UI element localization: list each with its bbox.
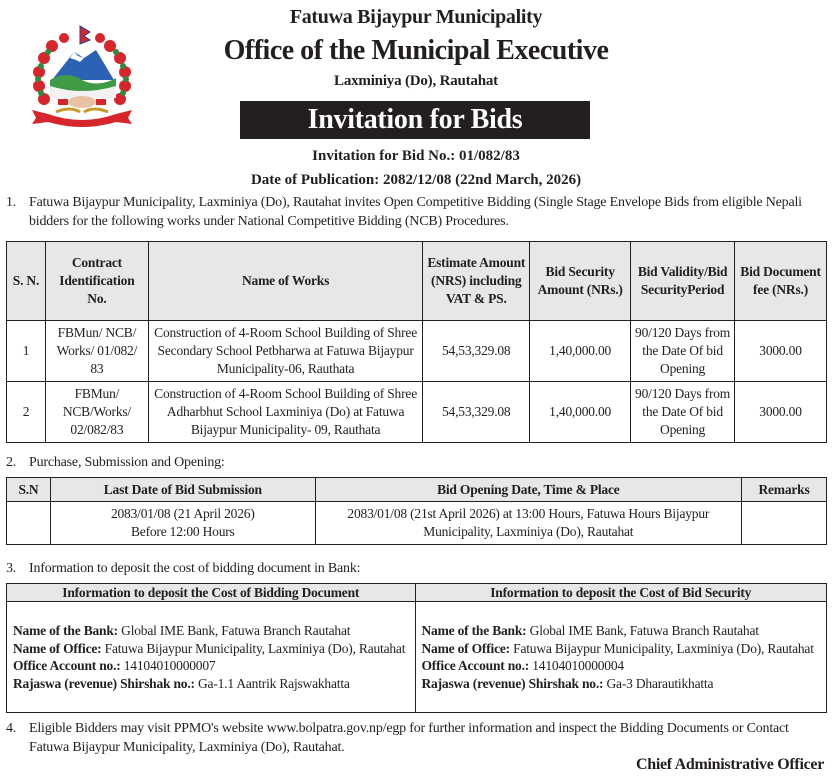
bank-info-table [6,583,827,713]
table-header-row [7,478,827,502]
rajaswa-value: Ga-3 Dharautikhatta [603,675,714,691]
table-row [7,502,827,545]
account-label: Office Account no.: [13,658,121,673]
bidding-document-bank-info [7,602,416,713]
section-2-paragraph [6,453,828,472]
bank-value: Global IME Bank, Fatuwa Branch Rautahat [526,623,759,638]
submission-table [6,477,827,545]
office-value: Fatuwa Bijaypur Municipality, Laxminiya (Do), Rautahat [509,640,814,656]
account-label: Office Account no.: [421,658,530,673]
office-label: Name of Office: [13,640,102,656]
section-number: 3. [6,561,17,576]
cell-sn [7,502,51,545]
column-header: Contract Identification No. [45,242,148,321]
cell-contract-id: FBMun/ NCB/Works/ 02/082/83 [45,382,148,443]
office-title: Office of the Municipal Executive [223,35,609,66]
cell-remarks [742,502,827,545]
cell-estimate: 54,53,329.08 [423,321,530,382]
column-header: S.N [7,478,51,502]
table-row [7,382,827,443]
cell-estimate: 54,53,329.08 [423,382,530,443]
table-header-row [7,242,827,321]
column-header: Bid Opening Date, Time & Place [315,478,741,502]
cell-contract-id: FBMun/ NCB/ Works/ 01/082/ 83 [45,321,148,382]
section-3-paragraph [6,559,828,578]
signature-title: Chief Administrative Officer [636,756,824,773]
column-header: Bid Security Amount (NRs.) [530,242,631,321]
account-value: 14104010000007 [120,658,216,673]
rajaswa-label: Rajaswa (revenue) Shirshak no.: [421,675,604,691]
cell-doc-fee: 3000.00 [735,382,827,443]
works-table [6,241,827,443]
section-number: 2. [6,455,17,470]
section-number: 4. [6,721,17,736]
cell-sn: 1 [7,321,46,382]
table-row [7,321,827,382]
bank-label: Name of the Bank: [13,623,118,638]
column-header: Information to deposit the Cost of Bid Security [415,584,827,602]
column-header: Estimate Amount (NRS) including VAT & PS. [423,242,530,321]
publication-date: Date of Publication: 2082/12/08 (22nd March, 2026) [250,172,582,188]
column-header: S. N. [7,242,46,321]
cell-sn: 2 [7,382,46,443]
cell-bid-security: 1,40,000.00 [530,321,631,382]
table-header-row [7,584,827,602]
section-text: Purchase, Submission and Opening: [29,455,225,470]
office-location: Laxminiya (Do), Rautahat [334,73,498,89]
rajaswa-value: Ga-1.1 Aantrik Rajswakhatta [194,675,350,691]
section-number: 1. [6,195,17,210]
section-1-paragraph [6,193,828,231]
last-date-time: Before 12:00 Hours [130,524,235,539]
office-label: Name of Office: [421,640,510,656]
bid-number: Invitation for Bid No.: 01/082/83 [312,148,520,164]
section-4-paragraph [6,719,828,757]
bid-security-bank-info [415,602,827,713]
column-header: Bid Document fee (NRs.) [735,242,827,321]
municipality-name: Fatuwa Bijaypur Municipality [289,6,543,28]
office-value: Fatuwa Bijaypur Municipality, Laxminiya (Do), Rautahat [101,640,406,656]
last-date-line: 2083/01/08 (21 April 2026) [110,506,255,521]
table-row [7,602,827,713]
cell-validity: 90/120 Days from the Date Of bid Opening [631,382,735,443]
bank-label: Name of the Bank: [421,623,527,638]
section-text: Information to deposit the cost of bidding document in Bank: [29,561,361,576]
invitation-banner: Invitation for Bids [240,101,590,139]
cell-last-date [50,502,315,545]
section-text: Fatuwa Bijaypur Municipality, Laxminiya (Do), Rautahat invites Open Competitive Bidding (Single Stage Envelope Bids from eligible Nepali bidders for the following works under National Competitive Bidding (NCB) Procedures. [29,195,802,229]
section-text: Eligible Bidders may visit PPMO's website www.bolpatra.gov.np/egp for further information and inspect the Bidding Documents or Contact Fatuwa Bijaypur Municipality, Laxminiya (Do), Rautahat. [29,721,789,755]
rajaswa-label: Rajaswa (revenue) Shirshak no.: [13,675,195,691]
column-header: Remarks [742,478,827,502]
cell-bid-security: 1,40,000.00 [530,382,631,443]
cell-validity: 90/120 Days from the Date Of bid Opening [631,321,735,382]
bank-value: Global IME Bank, Fatuwa Branch Rautahat [117,623,351,638]
cell-opening: 2083/01/08 (21st April 2026) at 13:00 Hours, Fatuwa Hours Bijaypur Municipality, Laxminiya (Do), Rautahat [315,502,741,545]
column-header: Bid Validity/Bid SecurityPeriod [631,242,735,321]
cell-work-name: Construction of 4-Room School Building of Shree Secondary School Petbharwa at Fatuwa Bijaypur Municipality-06, Rauthata [148,321,422,382]
column-header: Last Date of Bid Submission [50,478,315,502]
column-header: Information to deposit the Cost of Bidding Document [7,584,416,602]
cell-doc-fee: 3000.00 [735,321,827,382]
account-value: 14104010000004 [529,658,624,673]
column-header: Name of Works [148,242,422,321]
cell-work-name: Construction of 4-Room School Building of Shree Adharbhut School Laxminiya (Do) at Fatuwa Bijaypur Municipality- 09, Rauthata [148,382,422,443]
